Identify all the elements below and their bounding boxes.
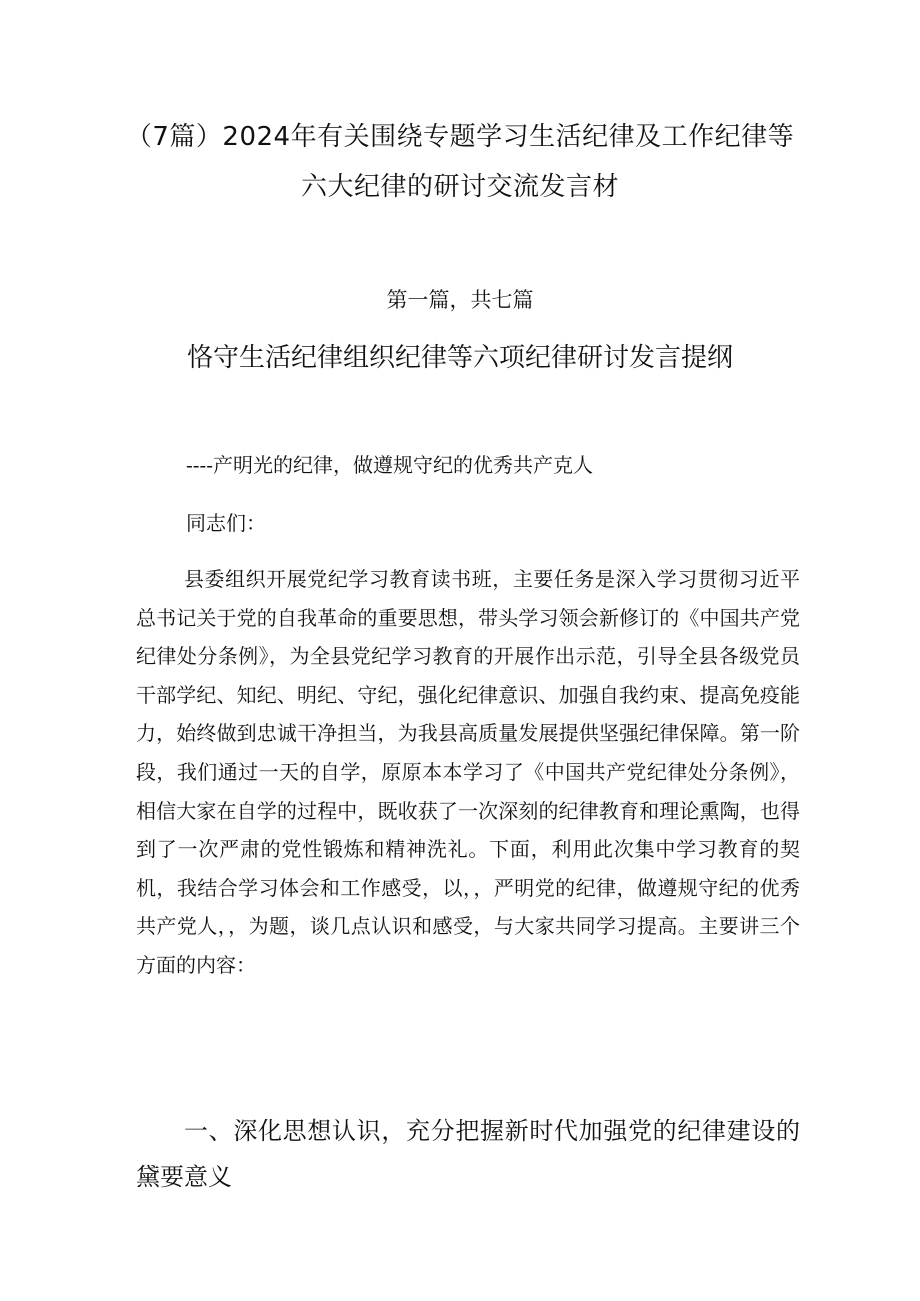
body-paragraph: 县委组织开展党纪学习教育读书班，主要任务是深入学习贯彻习近平总书记关于党的自我革命的重要思想，带头学习领会新修订的《中国共产党纪律处分条例》，为全县党纪学习教育的开展作出示范，引导全县各级党员干部学纪、知纪、明纪、守纪，强化纪律意识、加强自我约束、提高免疫能力，始终做到忠诚干净担当，为我县高质量发展提供坚强纪律保障。第一阶段，我们通过一天的自学，原原本本学习了《中国共产党纪律处分条例》，相信大家在自学的过程中，既收获了一次深刻的纪律教育和理论熏陶，也得到了一次严肃的党性锻炼和精神洗礼。下面，利用此次集中学习教育的契机，我结合学习体会和工作感受，以，，严明党的纪律，做遵规守纪的优秀共产党人，，为题，谈几点认识和感受，与大家共同学习提高。主要讲三个方面的内容： — [136, 567, 800, 977]
part-label: 第一篇，共七篇 — [386, 288, 534, 312]
speech-subtitle: 恪守生活纪律组织纪律等六项纪律研讨发言提纲 — [186, 343, 733, 373]
tagline: ----产明光的纪律，做遵规守纪的优秀共产克人 — [186, 453, 594, 477]
section-heading-1: 一、深化思想认识，充分把握新时代加强党的纪律建设的黛要意义 — [136, 1117, 800, 1191]
document-title: （7篇）2024年有关围绕专题学习生活纪律及工作纪律等六大纪律的研讨交流发言材 — [125, 122, 795, 202]
greeting: 同志们： — [186, 511, 266, 535]
